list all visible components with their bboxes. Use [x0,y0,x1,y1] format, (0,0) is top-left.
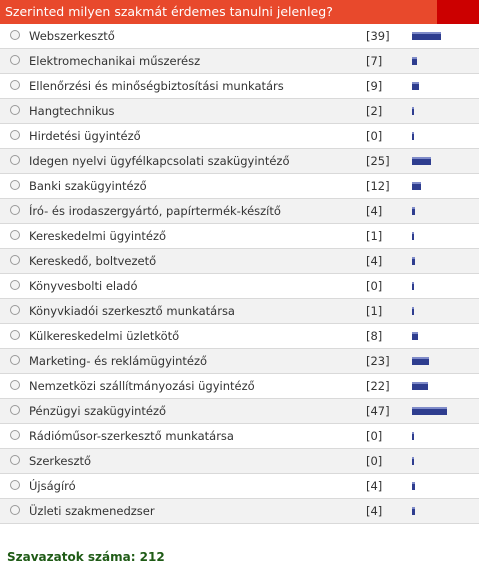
poll-option-row[interactable] [0,324,479,349]
vote-bar [412,107,414,115]
vote-count: [0] [366,129,383,143]
option-label: Újságíró [29,479,76,493]
radio-button-icon[interactable] [10,105,20,115]
radio-button-icon[interactable] [10,480,20,490]
radio-button-icon[interactable] [10,455,20,465]
vote-bar [412,157,431,165]
option-label: Kereskedelmi ügyintéző [29,229,167,243]
poll-option-row[interactable] [0,174,479,199]
option-label: Könyvesbolti eladó [29,279,138,293]
vote-count: [7] [366,54,383,68]
radio-button-icon[interactable] [10,180,20,190]
vote-bar [412,332,418,340]
vote-count: [4] [366,479,383,493]
option-label: Rádióműsor-szerkesztő munkatársa [29,429,234,443]
poll-option-row[interactable] [0,224,479,249]
poll-option-row[interactable] [0,274,479,299]
poll-question: Szerinted milyen szakmát érdemes tanulni jelenleg? [5,4,333,19]
radio-button-icon[interactable] [10,255,20,265]
option-label: Üzleti szakmenedzser [29,504,155,518]
option-label: Ellenőrzési és minőségbiztosítási munkatárs [29,79,284,93]
option-label: Könyvkiadói szerkesztő munkatársa [29,304,235,318]
radio-button-icon[interactable] [10,405,20,415]
option-label: Webszerkesztő [29,29,115,43]
vote-bar [412,407,447,415]
radio-button-icon[interactable] [10,430,20,440]
poll-option-row[interactable] [0,424,479,449]
radio-button-icon[interactable] [10,230,20,240]
vote-count: [23] [366,354,390,368]
poll-option-row[interactable] [0,49,479,74]
vote-bar [412,382,428,390]
poll-option-row[interactable] [0,74,479,99]
poll-option-row[interactable] [0,499,479,524]
radio-button-icon[interactable] [10,130,20,140]
vote-bar [412,32,441,40]
option-label: Hangtechnikus [29,104,115,118]
poll-option-row[interactable] [0,24,479,49]
vote-count: [4] [366,254,383,268]
vote-bar [412,57,417,65]
option-label: Külkereskedelmi üzletkötő [29,329,180,343]
option-label: Elektromechanikai műszerész [29,54,201,68]
poll-option-row[interactable] [0,149,479,174]
vote-count: [47] [366,404,390,418]
vote-count: [8] [366,329,383,343]
poll-option-row[interactable] [0,449,479,474]
poll-option-row[interactable] [0,124,479,149]
radio-button-icon[interactable] [10,30,20,40]
vote-bar [412,457,414,465]
radio-button-icon[interactable] [10,305,20,315]
vote-bar [412,507,415,515]
radio-button-icon[interactable] [10,380,20,390]
option-label: Író- és irodaszergyártó, papírtermék-készítő [29,204,281,218]
radio-button-icon[interactable] [10,505,20,515]
vote-count: [22] [366,379,390,393]
poll-option-row[interactable] [0,374,479,399]
vote-count: [12] [366,179,390,193]
radio-button-icon[interactable] [10,80,20,90]
poll-option-row[interactable] [0,474,479,499]
option-label: Szerkesztő [29,454,92,468]
poll-option-row[interactable] [0,199,479,224]
poll-option-row[interactable] [0,249,479,274]
radio-button-icon[interactable] [10,355,20,365]
poll-options [0,24,479,524]
vote-count: [1] [366,304,383,318]
vote-bar [412,307,414,315]
radio-button-icon[interactable] [10,55,20,65]
vote-bar [412,357,429,365]
vote-bar [412,232,414,240]
radio-button-icon[interactable] [10,155,20,165]
option-label: Idegen nyelvi ügyfélkapcsolati szakügyintéző [29,154,290,168]
vote-bar [412,132,414,140]
option-label: Kereskedő, boltvezető [29,254,157,268]
option-label: Banki szakügyintéző [29,179,147,193]
option-label: Pénzügyi szakügyintéző [29,404,167,418]
option-label: Hirdetési ügyintéző [29,129,141,143]
vote-count: [4] [366,504,383,518]
vote-bar [412,207,415,215]
vote-bar [412,82,419,90]
poll-option-row[interactable] [0,349,479,374]
poll-option-row[interactable] [0,99,479,124]
poll-option-row[interactable] [0,399,479,424]
vote-bar [412,482,415,490]
vote-bar [412,432,414,440]
vote-count: [1] [366,229,383,243]
option-label: Nemzetközi szállítmányozási ügyintéző [29,379,255,393]
vote-count: [2] [366,104,383,118]
header-accent [437,0,479,24]
radio-button-icon[interactable] [10,205,20,215]
poll-option-row[interactable] [0,299,479,324]
total-votes: Szavazatok száma: 212 [7,550,165,564]
vote-count: [0] [366,454,383,468]
vote-count: [9] [366,79,383,93]
vote-bar [412,257,415,265]
option-label: Marketing- és reklámügyintéző [29,354,208,368]
vote-count: [0] [366,279,383,293]
radio-button-icon[interactable] [10,280,20,290]
poll-header [0,0,479,24]
vote-count: [0] [366,429,383,443]
vote-bar [412,182,421,190]
vote-count: [39] [366,29,390,43]
vote-count: [25] [366,154,390,168]
radio-button-icon[interactable] [10,330,20,340]
vote-count: [4] [366,204,383,218]
vote-bar [412,282,414,290]
